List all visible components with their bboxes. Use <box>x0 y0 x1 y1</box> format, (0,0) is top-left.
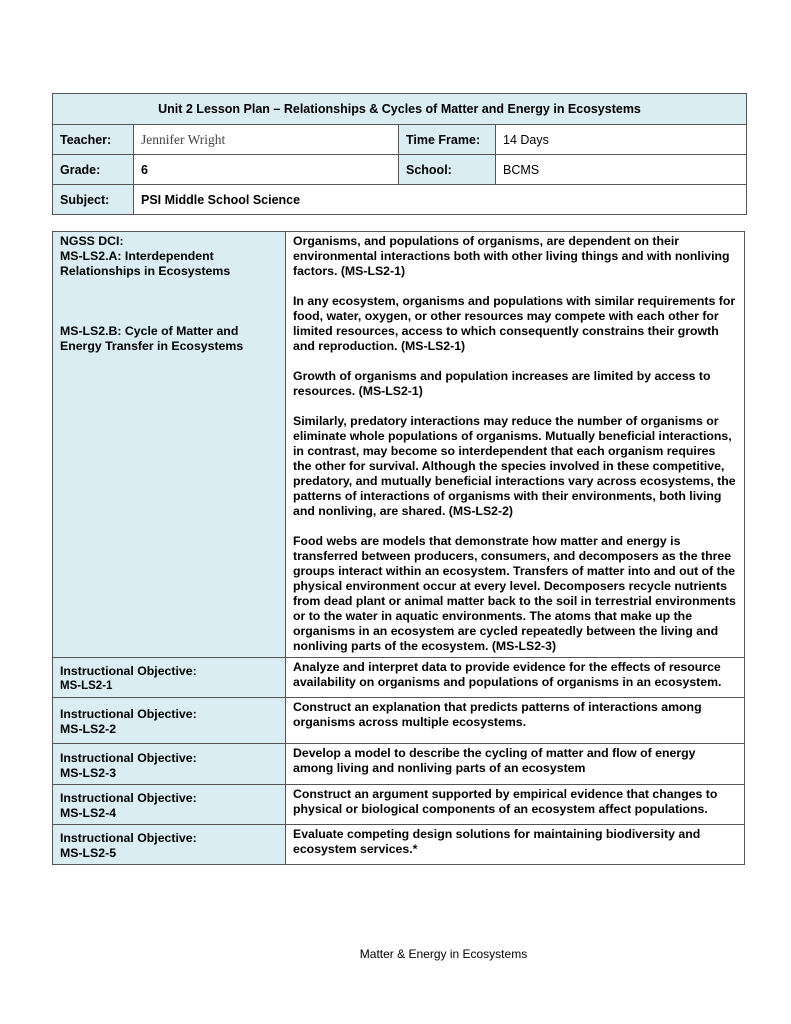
dci-paragraph: Organisms, and populations of organisms, are dependent on their environmental interactions both with other living things and with nonliving factors. (MS-LS2-1) <box>293 234 730 278</box>
objective-text: Evaluate competing design solutions for maintaining biodiversity and ecosystem services.* <box>286 825 745 865</box>
timeframe-label: Time Frame: <box>399 125 496 155</box>
objective-code: MS-LS2-3 <box>60 765 117 780</box>
objective-label: Instructional Objective: <box>60 707 197 721</box>
objective-label-cell <box>53 658 286 698</box>
grade-label: Grade: <box>53 155 134 185</box>
dci-text-cell <box>286 232 745 658</box>
dci-paragraph: In any ecosystem, organisms and populations with similar requirements for food, water, oxygen, or other resources may compete with each other for limited resources, access to which consequently constrains their growth and reproduction. (MS-LS2-1) <box>293 294 736 353</box>
objective-code: MS-LS2-1 <box>60 680 113 692</box>
grade-value: 6 <box>134 155 399 185</box>
objective-label: Instructional Objective: <box>60 791 197 805</box>
school-label: School: <box>399 155 496 185</box>
lesson-header-table <box>52 93 747 215</box>
objective-text: Analyze and interpret data to provide evidence for the effects of resource availability on organisms and populations of organisms in an ecosystem. <box>286 658 745 698</box>
timeframe-value: 14 Days <box>496 125 747 155</box>
objective-label: Instructional Objective: <box>60 750 197 765</box>
dci-paragraph: Similarly, predatory interactions may reduce the number of organisms or eliminate whole populations of organisms. Mutually beneficial interactions, in contrast, may become so interdependent that each organism requires the other for survival. Although the species involved in these competitive, predatory, and mutually beneficial interactions vary across ecosystems, the patterns of interactions of organisms with their environments, both living and nonliving, are shared. (MS-LS2-2) <box>293 414 736 518</box>
objective-label: Instructional Objective: <box>60 664 197 678</box>
objective-code: MS-LS2-4 <box>60 806 117 820</box>
objective-text: Construct an explanation that predicts patterns of interactions among organisms across multiple ecosystems. <box>286 698 745 744</box>
objective-label-cell <box>53 825 286 865</box>
teacher-value: Jennifer Wright <box>134 125 399 155</box>
dci-heading: NGSS DCI: <box>60 234 124 248</box>
dci-b-title: MS-LS2.B: Cycle of Matter and Energy Transfer in Ecosystems <box>60 324 244 353</box>
objective-label-cell <box>53 785 286 825</box>
subject-label: Subject: <box>53 185 134 215</box>
objective-text: Develop a model to describe the cycling of matter and flow of energy among living and nonliving parts of an ecosystem <box>286 744 745 785</box>
lesson-title: Unit 2 Lesson Plan – Relationships & Cycles of Matter and Energy in Ecosystems <box>53 94 747 125</box>
objective-label-cell <box>53 698 286 744</box>
objective-label: Instructional Objective: <box>60 831 197 845</box>
standards-table <box>52 231 745 865</box>
objective-code: MS-LS2-5 <box>60 846 117 860</box>
dci-paragraph: Growth of organisms and population increases are limited by access to resources. (MS-LS2-1) <box>293 369 711 398</box>
dci-a-title: MS-LS2.A: Interdependent Relationships in Ecosystems <box>60 249 231 278</box>
dci-paragraph: Food webs are models that demonstrate how matter and energy is transferred between producers, consumers, and decomposers as the three groups interact within an ecosystem. Transfers of matter into and out of the physical environment occur at every level. Decomposers recycle nutrients from dead plant or animal matter back to the soil in terrestrial environments or to the water in aquatic environments. The atoms that make up the organisms in an ecosystem are cycled repeatedly between the living and nonliving parts of the ecosystem. (MS-LS2-3) <box>293 534 736 653</box>
objective-text: Construct an argument supported by empirical evidence that changes to physical or biological components of an ecosystem affect populations. <box>286 785 745 825</box>
subject-value: PSI Middle School Science <box>134 185 747 215</box>
objective-label-cell <box>53 744 286 785</box>
page-footer: Matter & Energy in Ecosystems <box>359 947 528 961</box>
teacher-label: Teacher: <box>53 125 134 155</box>
objective-code: MS-LS2-2 <box>60 722 117 736</box>
school-value: BCMS <box>496 155 747 185</box>
dci-cell <box>53 232 286 658</box>
